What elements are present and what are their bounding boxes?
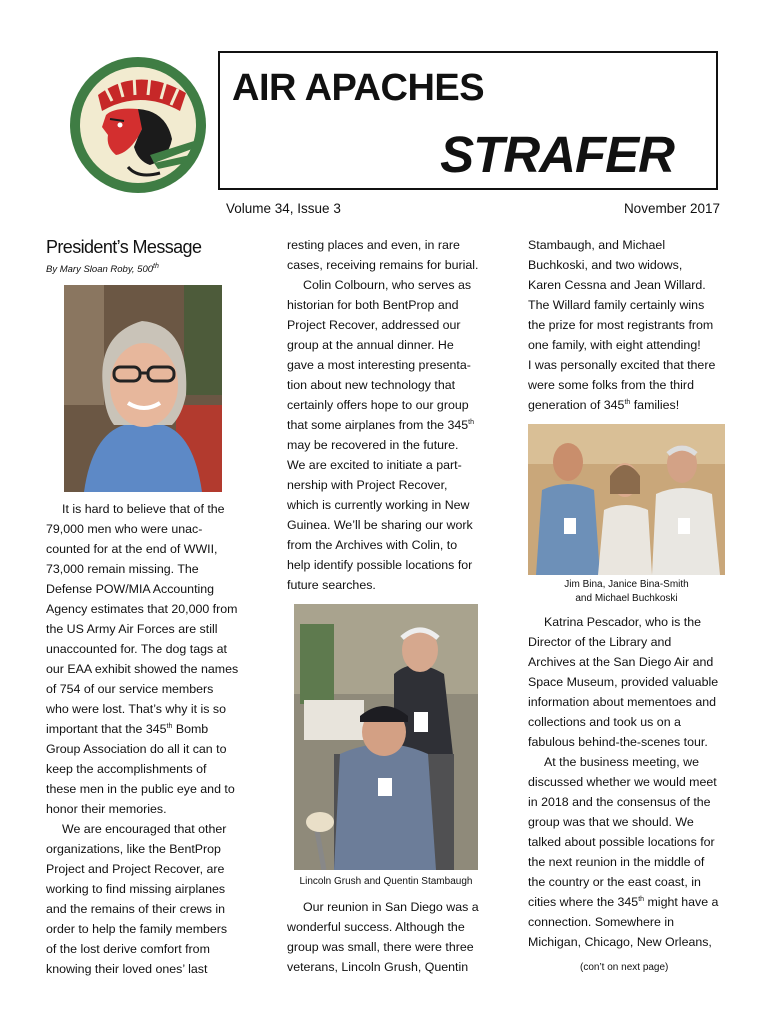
- text-line: Project and Project Recover, are: [46, 862, 225, 876]
- text-line: gave a most interesting presenta-: [287, 358, 471, 372]
- column-2-text-top: [287, 235, 478, 595]
- text-line: 79,000 men who were unac-: [46, 522, 203, 536]
- text-line: certainly offers hope to our group: [287, 398, 469, 412]
- column-1-text: [46, 499, 238, 979]
- text-line: Director of the Library and: [528, 635, 672, 649]
- text-line: from the Archives with Colin, to: [287, 538, 458, 552]
- text-line: group was that we should. We: [528, 815, 694, 829]
- text-line: which is currently working in New: [287, 498, 470, 512]
- text-line: the US Army Air Forces are still: [46, 622, 218, 636]
- text-line: The Willard family certainly wins: [528, 298, 705, 312]
- text-line: the country or the east coast, in: [528, 875, 701, 889]
- column-2-text-bottom: [287, 897, 479, 977]
- text-line: these men in the public eye and to: [46, 782, 235, 796]
- text-line: collections and took us on a: [528, 715, 681, 729]
- text-line: information about mementoes and: [528, 695, 717, 709]
- text-line: wonderful success. Although the: [287, 920, 465, 934]
- text-line: tion about new technology that: [287, 378, 456, 392]
- text-line: Michigan, Chicago, New Orleans,: [528, 935, 712, 949]
- photo-caption-veterans: Lincoln Grush and Quentin Stambaugh: [299, 876, 473, 887]
- text-line: working to find missing airplanes: [46, 882, 226, 896]
- text-line: We are excited to initiate a part-: [287, 458, 462, 472]
- caption-line: Jim Bina, Janice Bina-Smith: [564, 579, 689, 590]
- text-line: the next reunion in the middle of: [528, 855, 705, 869]
- group-photo: [528, 424, 725, 575]
- text-line: future searches.: [287, 578, 376, 592]
- column-3-text-bottom: [528, 612, 718, 952]
- text-line: who were lost. That’s why it is so: [46, 702, 226, 716]
- text-line: Group Association do all it can to: [46, 742, 227, 756]
- text-line: Project Recover, addressed our: [287, 318, 461, 332]
- article-byline: By Mary Sloan Roby, 500th: [46, 262, 159, 275]
- photo-caption-group: [528, 578, 725, 606]
- president-portrait-photo: [64, 285, 222, 492]
- text-line: may be recovered in the future.: [287, 438, 459, 452]
- text-line: historian for both BentProp and: [287, 298, 459, 312]
- newsletter-title: AIR APACHES: [232, 67, 485, 109]
- text-line: connection. Somewhere in: [528, 915, 675, 929]
- text-line: 73,000 remain missing. The: [46, 562, 199, 576]
- text-line: Buchkoski, and two widows,: [528, 258, 683, 272]
- text-line: our EAA exhibit showed the names: [46, 662, 239, 676]
- text-line: cases, receiving remains for burial.: [287, 258, 479, 272]
- text-line: It is hard to believe that of the: [62, 502, 225, 516]
- text-line: I was personally excited that there: [528, 358, 716, 372]
- text-line: generation of 345th families!: [528, 398, 680, 412]
- text-line: nership with Project Recover,: [287, 478, 448, 492]
- text-line: order to help the family members: [46, 922, 228, 936]
- caption-line: and Michael Buchkoski: [575, 593, 678, 604]
- text-line: and the remains of their crews in: [46, 902, 226, 916]
- text-line: group was small, there were three: [287, 940, 474, 954]
- newsletter-subtitle: STRAFER: [440, 126, 674, 183]
- text-line: resting places and even, in rare: [287, 238, 460, 252]
- text-line: the prize for most registrants from: [528, 318, 714, 332]
- text-line: Katrina Pescador, who is the: [544, 615, 702, 629]
- issue-date: November 2017: [623, 201, 720, 216]
- text-line: in 2018 and the consensus of the: [528, 795, 711, 809]
- text-line: knowing their loved ones’ last: [46, 962, 208, 976]
- text-line: Agency estimates that 20,000 from: [46, 602, 238, 616]
- text-line: group at the annual dinner. He: [287, 338, 454, 352]
- text-line: cities where the 345th might have a: [528, 895, 719, 909]
- text-line: talked about possible locations for: [528, 835, 715, 849]
- text-line: help identify possible locations for: [287, 558, 473, 572]
- text-line: of 754 of our service members: [46, 682, 214, 696]
- text-line: discussed whether we would meet: [528, 775, 717, 789]
- text-line: that some airplanes from the 345th: [287, 418, 474, 432]
- text-line: one family, with eight attending!: [528, 338, 701, 352]
- continued-note: (con’t on next page): [580, 962, 669, 973]
- text-line: At the business meeting, we: [544, 755, 699, 769]
- text-line: fabulous behind-the-scenes tour.: [528, 735, 708, 749]
- veterans-photo: [294, 604, 478, 870]
- text-line: honor their memories.: [46, 802, 167, 816]
- text-line: were some folks from the third: [528, 378, 694, 392]
- text-line: veterans, Lincoln Grush, Quentin: [287, 960, 469, 974]
- text-line: Colin Colbourn, who serves as: [303, 278, 472, 292]
- article-heading: President’s Message: [46, 237, 202, 257]
- text-line: Archives at the San Diego Air and: [528, 655, 714, 669]
- text-line: counted for at the end of WWII,: [46, 542, 218, 556]
- text-line: organizations, like the BentProp: [46, 842, 221, 856]
- text-line: of the lost derive comfort from: [46, 942, 210, 956]
- apache-chief-head-logo-icon: [68, 55, 208, 195]
- text-line: unaccounted for. The dog tags at: [46, 642, 227, 656]
- text-line: Guinea. We’ll be sharing our work: [287, 518, 473, 532]
- column-3-text-top: [528, 235, 715, 415]
- text-line: Defense POW/MIA Accounting: [46, 582, 215, 596]
- text-line: Karen Cessna and Jean Willard.: [528, 278, 706, 292]
- text-line: Stambaugh, and Michael: [528, 238, 666, 252]
- text-line: important that the 345th Bomb: [46, 722, 209, 736]
- text-line: keep the accomplishments of: [46, 762, 207, 776]
- text-line: Our reunion in San Diego was a: [303, 900, 479, 914]
- text-line: Space Museum, provided valuable: [528, 675, 719, 689]
- text-line: We are encouraged that other: [62, 822, 227, 836]
- masthead-box: [218, 51, 718, 190]
- issue-number: Volume 34, Issue 3: [226, 201, 341, 216]
